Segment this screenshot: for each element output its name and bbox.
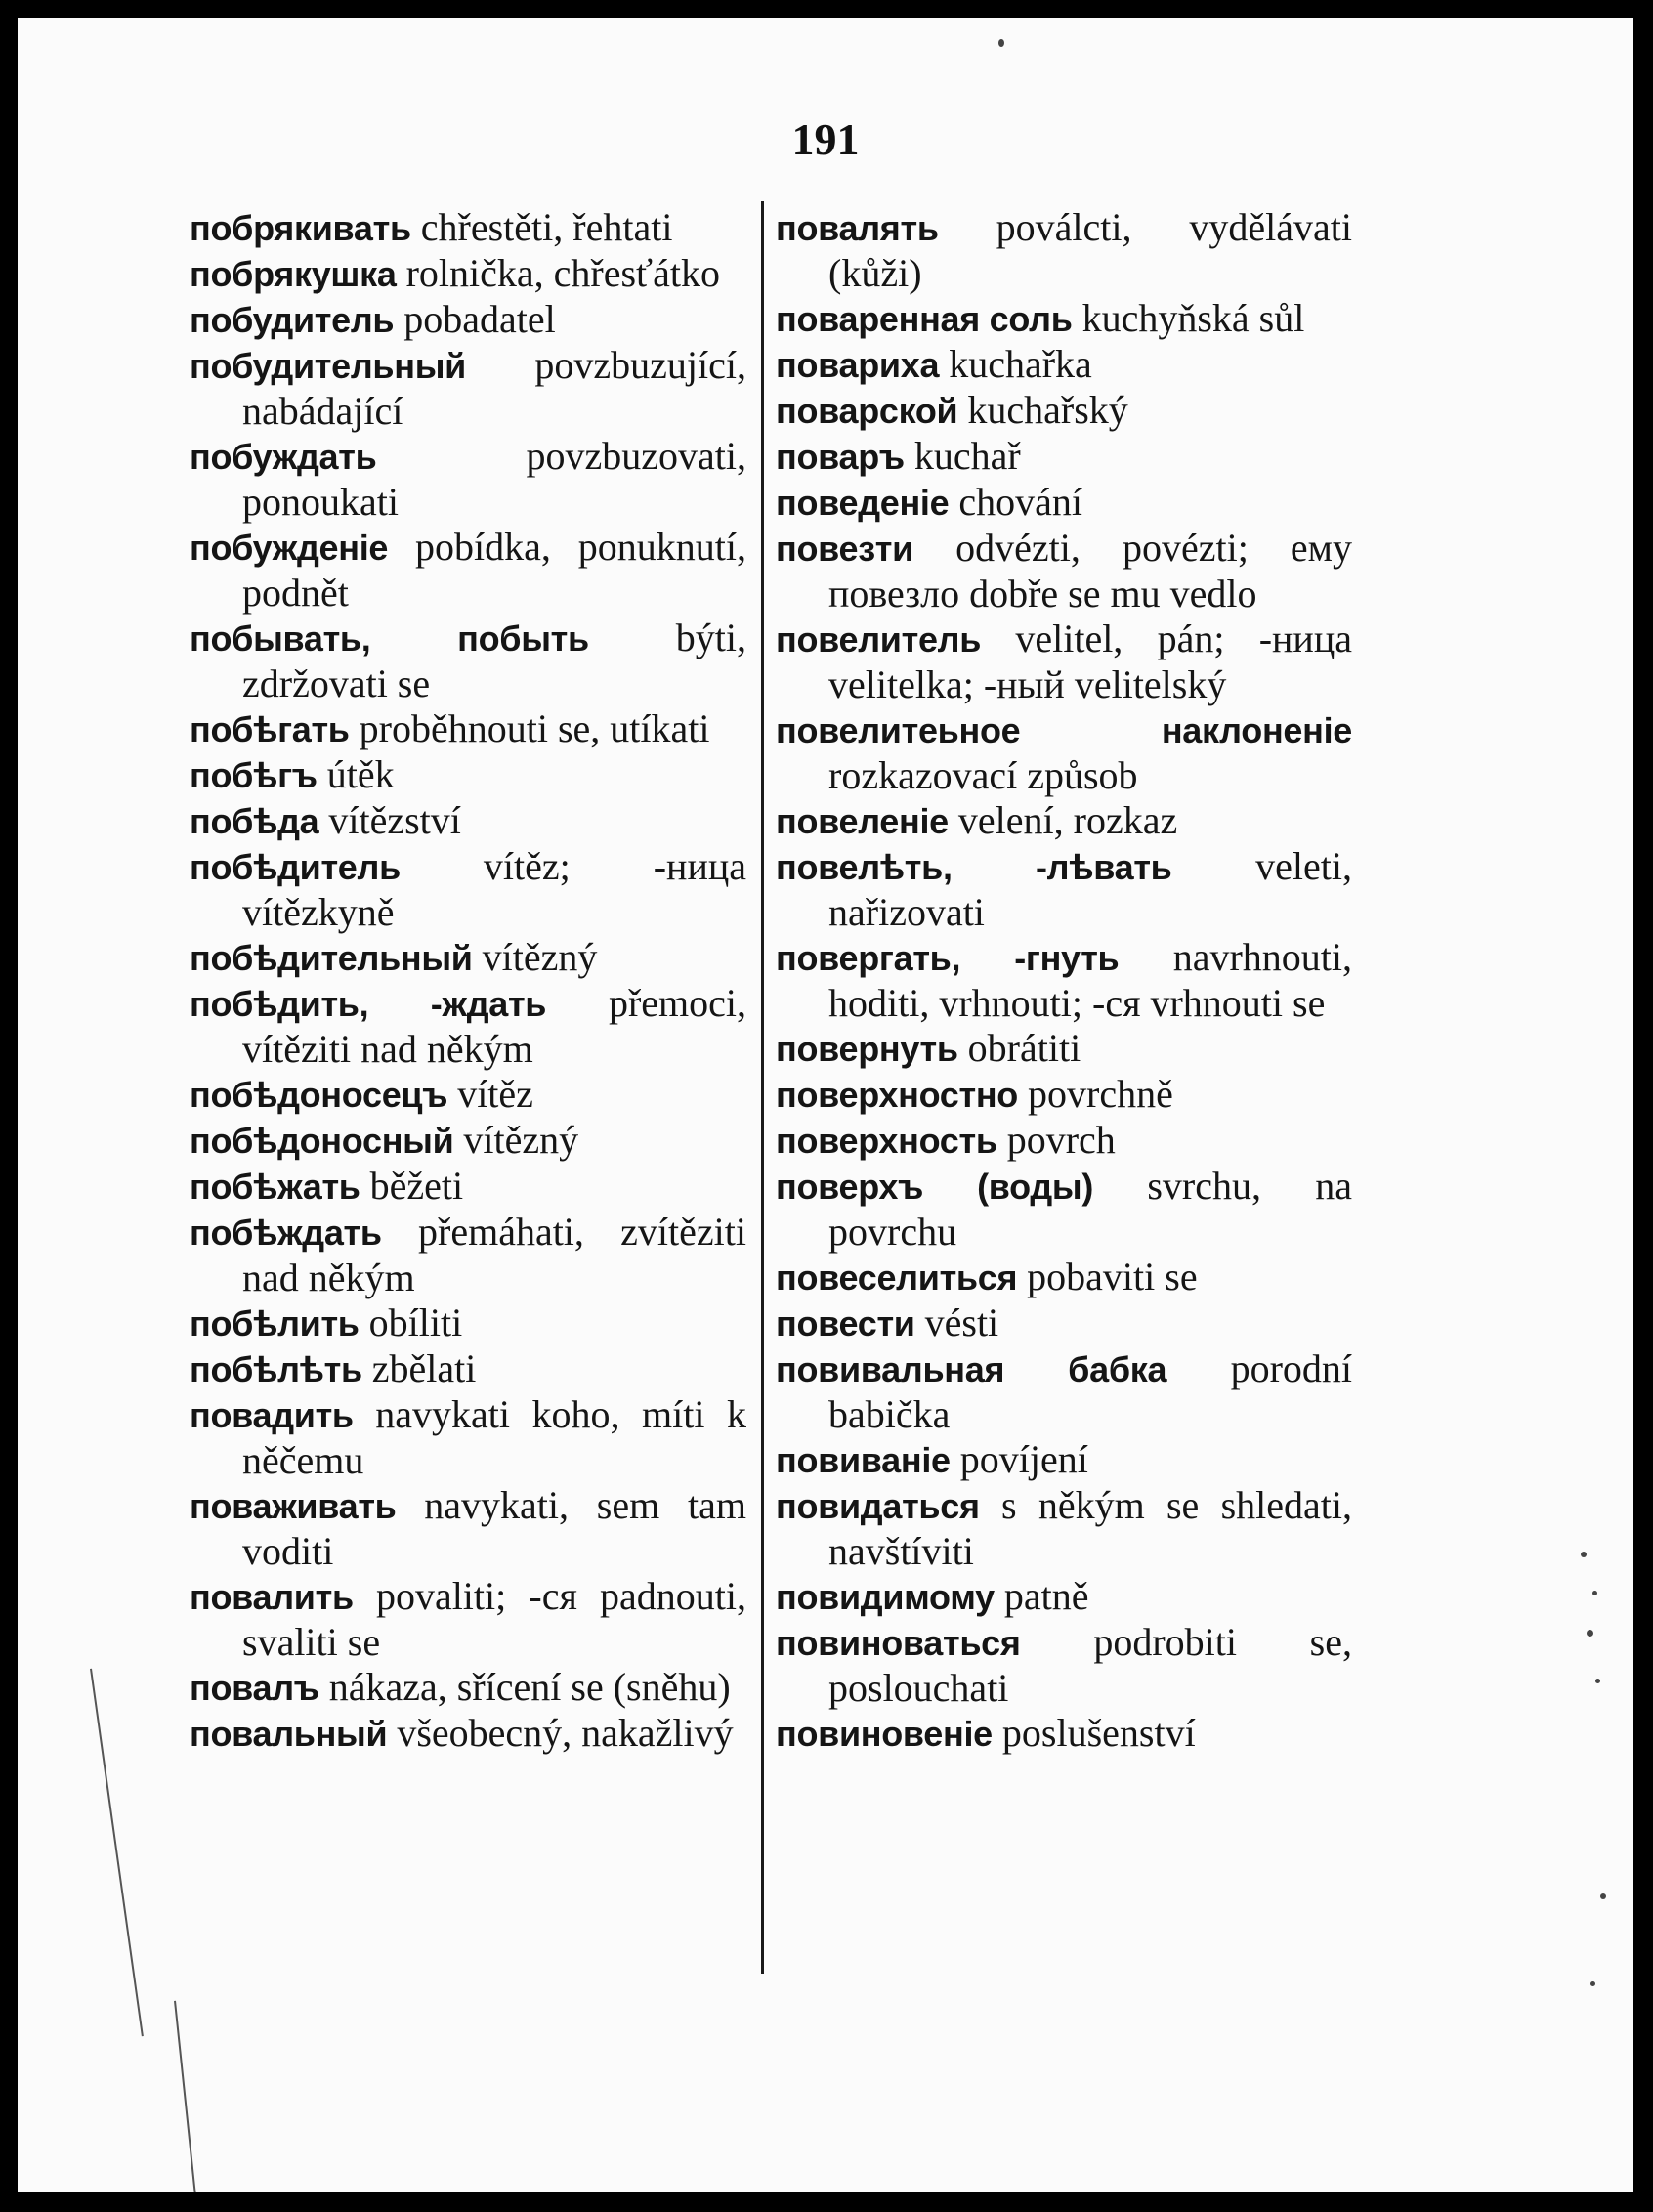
entry-translation: s někým se shledati, navštíviti bbox=[828, 1483, 1353, 1573]
entry-headword: побѣжать bbox=[190, 1167, 360, 1207]
entry-translation: podrobiti se, poslouchati bbox=[828, 1620, 1352, 1710]
entry-translation: velení, rozkaz bbox=[957, 798, 1178, 842]
entry-translation: rolnička, chřesťátko bbox=[405, 251, 720, 295]
entry-translation: zbělati bbox=[371, 1346, 477, 1390]
dictionary-entry bbox=[190, 1210, 746, 1300]
dictionary-entry bbox=[190, 706, 746, 752]
entry-translation: vítěz bbox=[457, 1072, 533, 1116]
entry-translation: běžeti bbox=[369, 1164, 464, 1208]
entry-translation: porodní babička bbox=[828, 1346, 1352, 1436]
entry-translation: odvézti, povézti; ему повезло dobře se mu vedlo bbox=[828, 526, 1352, 616]
dictionary-entry bbox=[190, 251, 746, 297]
dictionary-entry bbox=[776, 935, 1352, 1026]
entry-headword: повидаться bbox=[776, 1486, 980, 1526]
dictionary-entry bbox=[776, 1300, 1352, 1346]
dictionary-entry bbox=[776, 205, 1352, 296]
dictionary-entry bbox=[190, 434, 746, 525]
scan-speck bbox=[1590, 1981, 1595, 1986]
entry-headword: поваживать bbox=[190, 1486, 397, 1526]
entry-translation: navykati koho, míti k něčemu bbox=[242, 1392, 747, 1482]
entry-translation: povrchně bbox=[1028, 1072, 1173, 1116]
right-column bbox=[776, 205, 1352, 1757]
dictionary-entry bbox=[776, 617, 1352, 707]
scan-speck bbox=[1592, 1591, 1597, 1595]
entry-translation: přemáhati, zvítěziti nad někým bbox=[242, 1210, 747, 1299]
entry-translation: vítězství bbox=[328, 798, 461, 842]
dictionary-entry bbox=[776, 1437, 1352, 1483]
entry-headword: повелѣть, -лѣвать bbox=[776, 847, 1172, 887]
entry-translation: pobaviti se bbox=[1027, 1255, 1198, 1298]
dictionary-entry bbox=[776, 480, 1352, 526]
dictionary-entry bbox=[776, 844, 1352, 935]
dictionary-entry bbox=[776, 707, 1352, 798]
entry-translation: povzbuzovati, ponoukati bbox=[242, 434, 746, 524]
entry-translation: pobídka, ponuknutí, podnět bbox=[242, 525, 746, 615]
entry-translation: útěk bbox=[326, 752, 395, 796]
dictionary-entry bbox=[190, 1118, 746, 1164]
left-column bbox=[190, 205, 746, 1757]
entry-headword: повалъ bbox=[190, 1668, 319, 1708]
dictionary-entry bbox=[776, 1574, 1352, 1620]
scan-speck bbox=[998, 39, 1004, 47]
dictionary-entry bbox=[190, 935, 746, 981]
entry-headword: повелитель bbox=[776, 619, 982, 659]
entry-headword: повалить bbox=[190, 1577, 354, 1617]
entry-headword: поведеніе bbox=[776, 483, 950, 523]
scan-scratch bbox=[90, 1669, 144, 2037]
entry-translation: nákaza, sřícení se (sněhu) bbox=[328, 1665, 731, 1709]
dictionary-entry bbox=[190, 616, 746, 706]
dictionary-entry bbox=[776, 1620, 1352, 1711]
entry-headword: повеселиться bbox=[776, 1257, 1018, 1297]
dictionary-entry bbox=[190, 1711, 746, 1757]
scan-speck bbox=[1595, 1679, 1600, 1683]
entry-headword: повиновеніе bbox=[776, 1714, 993, 1754]
entry-translation: všeobecný, nakažlivý bbox=[397, 1711, 734, 1755]
entry-headword: побѣдитель bbox=[190, 847, 401, 887]
entry-headword: поверхностно bbox=[776, 1075, 1018, 1115]
entry-headword: повалять bbox=[776, 208, 939, 248]
entry-headword: повариха bbox=[776, 345, 940, 385]
entry-translation: vésti bbox=[924, 1300, 999, 1344]
entry-headword: повидимому bbox=[776, 1577, 995, 1617]
dictionary-entry bbox=[776, 526, 1352, 617]
entry-translation: kuchyňská sůl bbox=[1081, 296, 1305, 340]
entry-headword: побудительный bbox=[190, 346, 466, 386]
entry-translation: povíjení bbox=[959, 1437, 1088, 1481]
entry-translation: veleti, nařizovati bbox=[828, 844, 1352, 934]
entry-headword: повальный bbox=[190, 1714, 388, 1754]
dictionary-entry bbox=[190, 205, 746, 251]
entry-translation: pobadatel bbox=[403, 297, 556, 341]
entry-translation: navykati, sem tam voditi bbox=[242, 1483, 746, 1573]
dictionary-entry bbox=[190, 1483, 746, 1574]
dictionary-entry bbox=[190, 1574, 746, 1665]
dictionary-entry bbox=[190, 343, 746, 434]
entry-translation: přemoci, vítěziti nad někým bbox=[242, 981, 746, 1071]
entry-headword: побрякивать bbox=[190, 208, 411, 248]
entry-headword: поваренная соль bbox=[776, 299, 1073, 339]
entry-translation: chřestěti, řehtati bbox=[420, 205, 673, 249]
entry-headword: побужденіе bbox=[190, 528, 389, 568]
entry-headword: побывать, побыть bbox=[190, 618, 589, 659]
entry-headword: побѣда bbox=[190, 801, 319, 841]
entry-translation: povrch bbox=[1006, 1118, 1116, 1162]
entry-headword: повести bbox=[776, 1303, 915, 1343]
dictionary-entry bbox=[776, 1118, 1352, 1164]
dictionary-entry bbox=[190, 1665, 746, 1711]
entry-translation: obíliti bbox=[368, 1300, 463, 1344]
entry-translation: vítěz; -ница vítězkyně bbox=[242, 844, 747, 934]
column-divider bbox=[761, 201, 764, 1974]
entry-translation: vítězný bbox=[482, 935, 598, 979]
entry-headword: повергать, -гнуть bbox=[776, 938, 1120, 978]
entry-headword: побѣждать bbox=[190, 1212, 382, 1253]
entry-headword: побѣдоносный bbox=[190, 1121, 454, 1161]
dictionary-entry bbox=[190, 1392, 746, 1483]
entry-translation: povzbuzující, nabádající bbox=[242, 343, 746, 433]
entry-headword: побѣлить bbox=[190, 1303, 360, 1343]
entry-headword: побуждать bbox=[190, 437, 377, 477]
dictionary-entry bbox=[190, 1346, 746, 1392]
entry-headword: побѣгъ bbox=[190, 755, 318, 795]
entry-translation: kuchařský bbox=[967, 388, 1128, 432]
dictionary-entry bbox=[776, 1255, 1352, 1300]
entry-headword: повадить bbox=[190, 1395, 354, 1435]
scan-speck bbox=[1581, 1552, 1587, 1557]
entry-translation: býti, zdržovati se bbox=[242, 616, 746, 705]
dictionary-entry bbox=[190, 798, 746, 844]
entry-headword: повивальная бабка bbox=[776, 1349, 1167, 1389]
entry-headword: повиноваться bbox=[776, 1623, 1021, 1663]
dictionary-entry bbox=[776, 1483, 1352, 1574]
entry-translation: navrhnouti, hoditi, vrhnouti; -ся vrhnouti se bbox=[828, 935, 1352, 1025]
dictionary-entry bbox=[190, 297, 746, 343]
dictionary-entry bbox=[776, 1711, 1352, 1757]
entry-translation: proběhnouti se, utíkati bbox=[359, 706, 710, 750]
entry-translation: kuchařka bbox=[949, 342, 1092, 386]
dictionary-entry bbox=[190, 525, 746, 616]
dictionary-page bbox=[18, 18, 1633, 2192]
dictionary-entry bbox=[190, 981, 746, 1072]
dictionary-entry bbox=[776, 296, 1352, 342]
entry-translation: patně bbox=[1003, 1574, 1089, 1618]
page-number: 191 bbox=[791, 114, 860, 164]
entry-headword: побѣдоносецъ bbox=[190, 1075, 448, 1115]
dictionary-entry bbox=[190, 1164, 746, 1210]
dictionary-entry bbox=[776, 1072, 1352, 1118]
entry-headword: поварской bbox=[776, 391, 958, 431]
dictionary-entry bbox=[776, 798, 1352, 844]
entry-headword: побѣгать bbox=[190, 709, 350, 749]
entry-headword: повеленіе bbox=[776, 801, 949, 841]
dictionary-entry bbox=[776, 388, 1352, 434]
entry-translation: rozkazovací způsob bbox=[828, 753, 1138, 797]
dictionary-entry bbox=[776, 1164, 1352, 1255]
entry-headword: повезти bbox=[776, 529, 913, 569]
entry-headword: повелитеьное наклоненіе bbox=[776, 710, 1352, 750]
entry-headword: повернуть bbox=[776, 1029, 958, 1069]
entry-translation: obrátiti bbox=[967, 1026, 1081, 1070]
dictionary-entry bbox=[776, 342, 1352, 388]
entry-translation: poválcti, vydělávati (kůži) bbox=[828, 205, 1353, 295]
entry-translation: chování bbox=[958, 480, 1082, 524]
entry-translation: vítězný bbox=[463, 1118, 579, 1162]
entry-translation: povaliti; -ся padnouti, svaliti se bbox=[242, 1574, 747, 1664]
entry-translation: poslušenství bbox=[1001, 1711, 1196, 1755]
entry-headword: побѣдительный bbox=[190, 938, 473, 978]
entry-headword: побѣдить, -ждать bbox=[190, 984, 547, 1024]
entry-headword: повиваніе bbox=[776, 1440, 951, 1480]
entry-headword: поверхность bbox=[776, 1121, 997, 1161]
entry-headword: поваръ bbox=[776, 437, 905, 477]
dictionary-entry bbox=[190, 752, 746, 798]
entry-headword: побѣлѣть bbox=[190, 1349, 362, 1389]
entry-translation: velitel, pán; -ница velitelka; -ный velitelský bbox=[828, 617, 1352, 706]
scan-scratch bbox=[174, 2001, 196, 2192]
dictionary-entry bbox=[776, 1346, 1352, 1437]
entry-headword: поверхъ (воды) bbox=[776, 1167, 1094, 1207]
entry-translation: svrchu, na povrchu bbox=[828, 1164, 1352, 1254]
dictionary-entry bbox=[776, 434, 1352, 480]
entry-translation: kuchař bbox=[913, 434, 1021, 478]
dictionary-entry bbox=[776, 1026, 1352, 1072]
dictionary-entry bbox=[190, 1300, 746, 1346]
entry-headword: побрякушка bbox=[190, 254, 397, 294]
scan-speck bbox=[1587, 1630, 1593, 1637]
entry-headword: побудитель bbox=[190, 300, 395, 340]
scan-speck bbox=[1600, 1893, 1606, 1899]
dictionary-entry bbox=[190, 1072, 746, 1118]
dictionary-entry bbox=[190, 844, 746, 935]
